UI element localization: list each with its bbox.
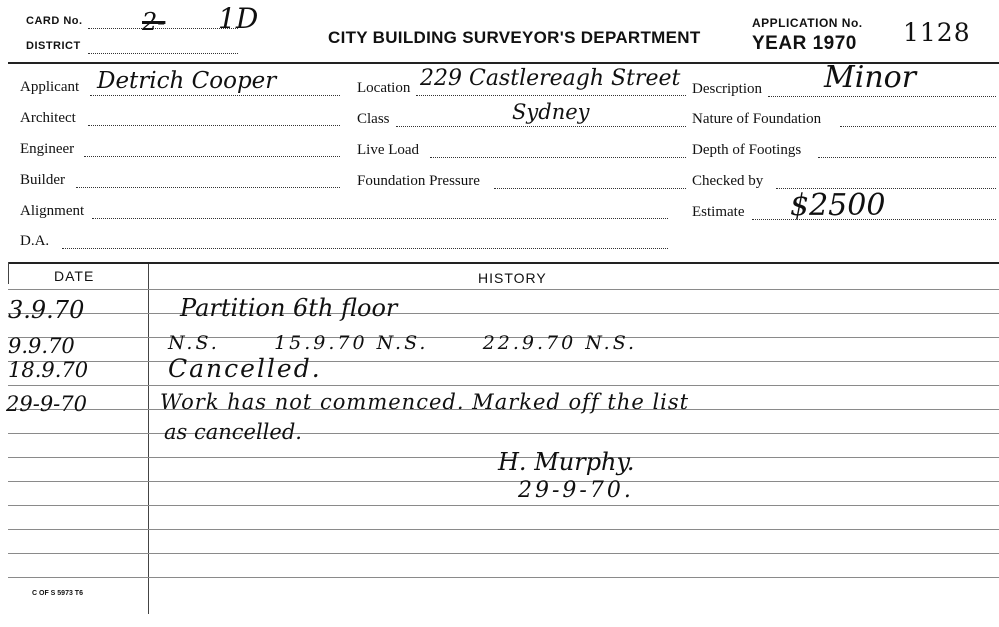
rule-line [8,577,999,578]
foundation-pressure-underline [494,188,686,189]
history-top-border [8,262,999,264]
card-no-label: CARD No. [26,15,83,27]
alignment-underline [92,218,668,219]
history-date: 18.9.70 [8,358,89,382]
history-date: 9.9.70 [8,334,75,358]
description-underline [768,96,996,97]
history-date: 3.9.70 [8,296,85,324]
district-label: DISTRICT [26,40,81,52]
foundation-pressure-label: Foundation Pressure [357,173,480,189]
table-left-edge [8,262,9,284]
rule-line [8,385,999,386]
year-label: YEAR 1970 [752,33,857,54]
applicant-label: Applicant [20,79,80,95]
rule-line [8,289,999,290]
nature-of-foundation-label: Nature of Foundation [692,111,822,127]
rule-line [8,529,999,530]
engineer-underline [84,156,340,157]
class-label: Class [357,111,390,127]
checked-by-label: Checked by [692,173,764,189]
engineer-label: Engineer [20,141,75,157]
district-underline [88,53,238,54]
history-entry: N.S. 15.9.70 N.S. 22.9.70 N.S. [168,332,638,354]
builder-label: Builder [20,172,65,188]
location-underline [416,95,686,96]
card-no-value: 1D [218,2,259,35]
depth-of-footings-label: Depth of Footings [692,142,802,158]
location-label: Location [357,80,411,96]
live-load-underline [430,157,686,158]
date-column-header: DATE [54,268,95,284]
location-value-city: Sydney [512,100,590,124]
date-column-divider [148,264,149,614]
estimate-label: Estimate [692,204,745,220]
builder-underline [76,187,340,188]
history-entry: as cancelled. [164,420,302,444]
nature-of-foundation-underline [840,126,996,127]
signature: H. Murphy. [498,448,635,476]
department-title: CITY BUILDING SURVEYOR'S DEPARTMENT [328,28,701,47]
application-no-label: APPLICATION No. [752,16,863,30]
rule-line [8,361,999,362]
da-label: D.A. [20,233,50,249]
depth-of-footings-underline [818,157,996,158]
form-code: C OF S 5973 T6 [32,590,83,597]
da-underline [62,248,668,249]
live-load-label: Live Load [357,142,420,158]
history-column-header: HISTORY [478,270,547,286]
rule-line [8,553,999,554]
history-date: 29-9-70 [6,392,87,416]
description-label: Description [692,81,762,97]
class-underline [396,126,686,127]
signature-date: 29-9-70. [518,478,634,503]
architect-label: Architect [20,110,76,126]
rule-line [8,505,999,506]
applicant-underline [90,95,340,96]
alignment-label: Alignment [20,203,85,219]
history-entry: Work has not commenced. Marked off the list [160,390,690,414]
card-no-struck-value: 2- [142,8,166,36]
rule-line [8,481,999,482]
description-value: Minor [824,60,917,95]
rule-line [8,313,999,314]
rule-line [8,433,999,434]
application-number: 1128 [903,18,971,47]
estimate-value: $2500 [790,188,886,223]
history-entry: Cancelled. [168,354,322,383]
location-value: 229 Castlereagh Street [420,66,681,91]
history-entry: Partition 6th floor [180,294,398,322]
applicant-value: Detrich Cooper [97,68,277,94]
architect-underline [88,125,340,126]
